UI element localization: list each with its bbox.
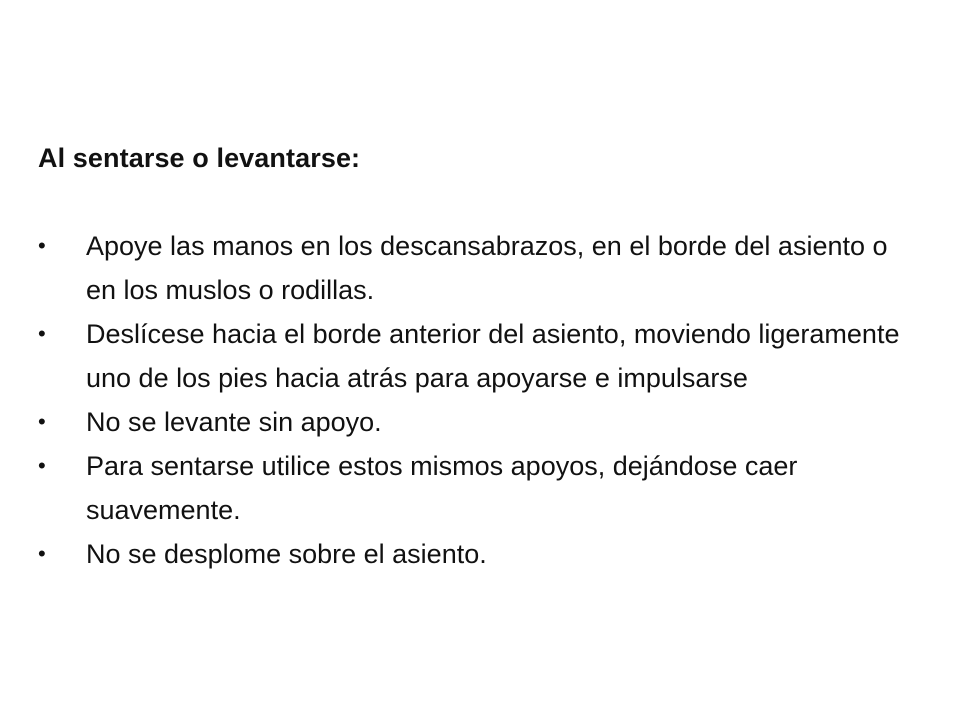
bullet-list [38, 224, 918, 576]
slide-content [38, 136, 918, 576]
slide-heading: Al sentarse o levantarse: [38, 143, 361, 173]
bullet-item [38, 224, 918, 312]
bullet-icon: • [38, 233, 46, 258]
bullet-text: Deslícese hacia el borde anterior del asiento, moviendo ligeramente uno de los pies hacia atrás para apoyarse e impulsarse [86, 319, 900, 393]
bullet-text: No se levante sin apoyo. [86, 407, 382, 437]
bullet-item [38, 312, 918, 400]
bullet-icon: • [38, 541, 46, 566]
bullet-text: No se desplome sobre el asiento. [86, 539, 487, 569]
bullet-text: Apoye las manos en los descansabrazos, en el borde del asiento o en los muslos o rodillas. [86, 231, 888, 305]
bullet-item [38, 400, 918, 444]
spacer [38, 180, 918, 224]
bullet-icon: • [38, 321, 46, 346]
bullet-text: Para sentarse utilice estos mismos apoyos, dejándose caer suavemente. [86, 451, 798, 525]
bullet-item [38, 532, 918, 576]
bullet-icon: • [38, 453, 46, 478]
bullet-icon: • [38, 409, 46, 434]
bullet-item [38, 444, 918, 532]
